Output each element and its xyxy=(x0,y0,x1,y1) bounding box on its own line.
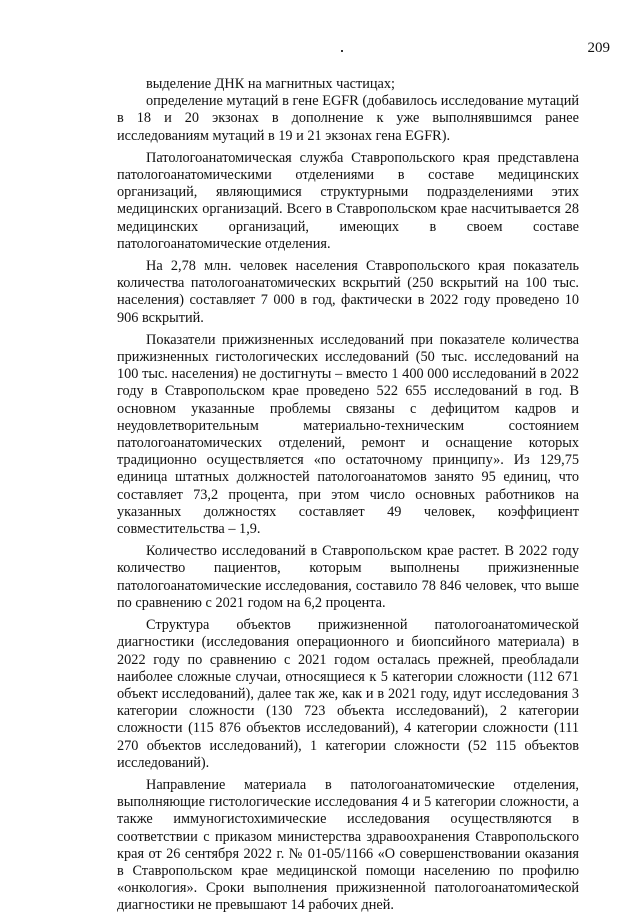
paragraph: Количество исследований в Ставропольском крае растет. В 2022 году количество пациентов, которым выполнены прижизненные патологоанатомические исследования, составило 78 846 человек, что выше по сравнению с 2021 годом на 6,2 процента. xyxy=(117,543,579,611)
paragraph: Патологоанатомическая служба Ставропольского края представлена патологоанатомическими отделениями в составе медицинских организаций, являющимися структурными подразделениями этих медицинских организаций. Всего в Ставропольском крае насчитывается 28 медицинских организаций, имеющих в своем составе патологоанатомические отделения. xyxy=(117,149,579,252)
page-number: 209 xyxy=(587,40,610,56)
scan-speck xyxy=(341,50,343,52)
paragraph: Структура объектов прижизненной патологоанатомической диагностики (исследования операционного и биопсийного материала) в 2022 году по сравнению с 2021 годом осталась прежней, преобладали наиболее сложные случаи, относящиеся к 5 категории сложности (112 671 объект исследований), далее так же, как и в 2021 году, идут исследования 3 категории сложности (130 723 объекта исследований), 2 категории сложности (115 876 объектов исследований), 4 категории сложности (111 270 объектов исследований), 1 категории сложности (52 115 объектов исследований). xyxy=(117,617,579,771)
paragraph: Показатели прижизненных исследований при показателе количества прижизненных гистологических исследований (50 тыс. исследований на 100 тыс. населения) не достигнуты – вместо 1 400 000 исследований в 2022 году в Ставропольском крае проведено 522 655 исследований в год. В основном указанные проблемы связаны с дефицитом кадров и неудовлетворительным материально-техническим состоянием патологоанатомических отделений, ремонт и оснащение которых традиционно осуществляется «по остаточному принципу». Из 129,75 единица штатных должностей патологоанатомов занято 95 единиц, что составляет 73,2 процента, при этом число основных работников на указанных должностях составляет 49 человек, коэффициент совместительства – 1,9. xyxy=(117,331,579,538)
paragraph: На 2,78 млн. человек населения Ставропольского края показатель количества патологоанатомических вскрытий (250 вскрытий на 100 тыс. населения) составляет 7 000 в год, фактически в 2022 году проведено 10 906 вскрытий. xyxy=(117,258,579,326)
paragraph: определение мутаций в гене EGFR (добавилось исследование мутаций в 18 и 20 экзонах в дополнение к уже выполнявшимся ранее исследованиям мутаций в 19 и 21 экзонах гена EGFR). xyxy=(117,93,579,144)
paragraph: выделение ДНК на магнитных частицах; xyxy=(146,76,396,92)
paragraph: Направление материала в патологоанатомические отделения, выполняющие гистологические исследования 4 и 5 категории сложности, а также иммуногистохимические исследования осуществляются в соответствии с приказом министерства здравоохранения Ставропольского края от 26 сентября 2022 г. № 01-05/1166 «О совершенствовании оказания в Ставропольском крае медицинской помощи населению по профилю «онкология». Сроки выполнения прижизненной патологоанатомической диагностики не превышают 14 рабочих дней. xyxy=(117,776,579,914)
document-body xyxy=(117,76,579,920)
